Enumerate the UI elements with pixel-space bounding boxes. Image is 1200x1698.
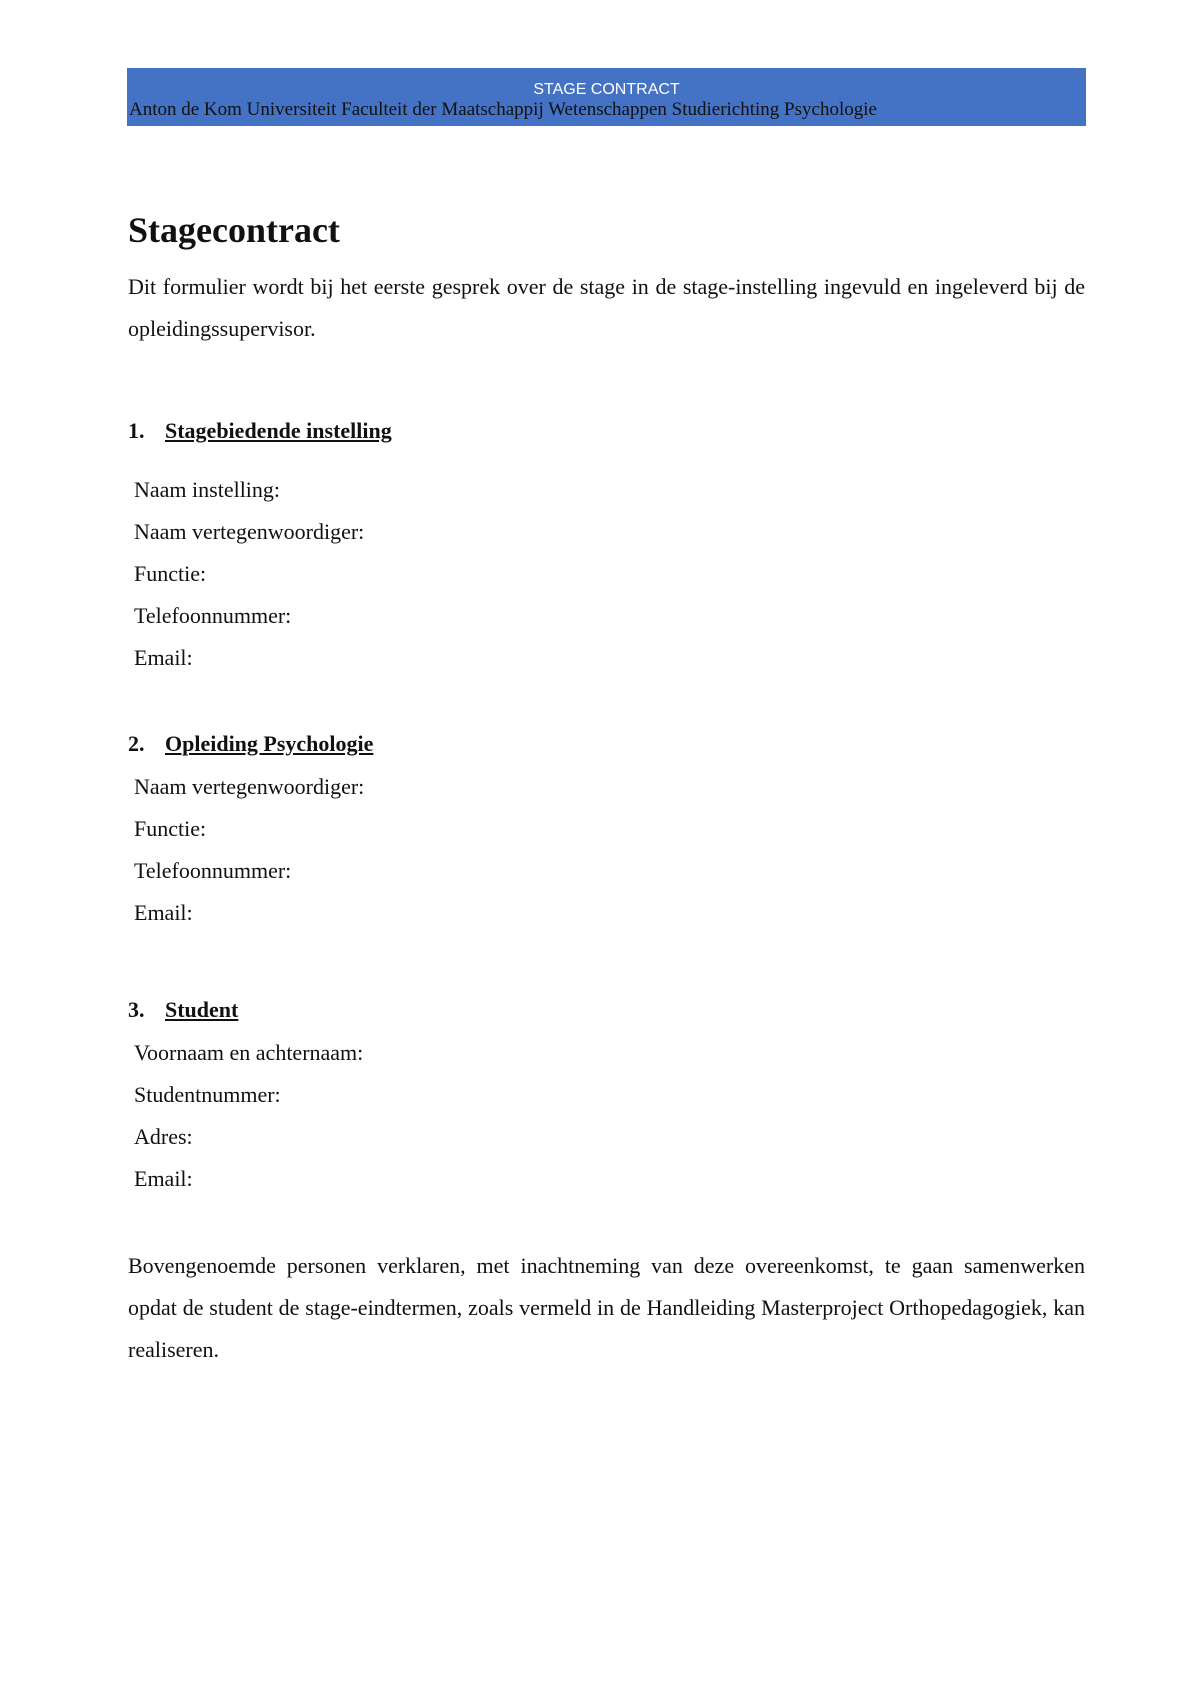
field-label: Voornaam en achternaam: <box>134 1040 364 1065</box>
field-list-opleiding <box>134 766 364 934</box>
header-label: STAGE CONTRACT <box>533 81 680 98</box>
field-label: Telefoonnummer: <box>134 603 292 628</box>
field-label: Functie: <box>134 816 207 841</box>
section-heading-student <box>128 995 238 1025</box>
closing-paragraph: Bovengenoemde personen verklaren, met inachtneming van deze overeenkomst, te gaan samenwerken opdat de student de stage-eindtermen, zoals vermeld in de Handleiding Masterproject Orthopedagogiek, kan realiseren. <box>128 1253 1085 1362</box>
section-number: 3. <box>128 997 145 1022</box>
field-label: Functie: <box>134 561 207 586</box>
section-title: Student <box>165 997 239 1022</box>
page-header <box>127 68 1086 126</box>
section-number: 2. <box>128 731 145 756</box>
field-label: Studentnummer: <box>134 1082 281 1107</box>
header-subtitle: Anton de Kom Universiteit Faculteit der Maatschappij Wetenschappen Studierichting Psychologie <box>129 99 877 120</box>
field-label: Adres: <box>134 1124 193 1149</box>
field-label: Telefoonnummer: <box>134 858 292 883</box>
field-label: Email: <box>134 645 193 670</box>
section-heading-instelling <box>128 416 392 446</box>
section-heading-opleiding <box>128 729 373 759</box>
section-title: Stagebiedende instelling <box>165 418 392 443</box>
field-list-instelling <box>134 469 364 679</box>
field-label: Naam vertegenwoordiger: <box>134 774 365 799</box>
field-label: Naam vertegenwoordiger: <box>134 519 365 544</box>
document-title: Stagecontract <box>128 210 340 250</box>
section-number: 1. <box>128 418 145 443</box>
field-label: Email: <box>134 1166 193 1191</box>
field-label: Naam instelling: <box>134 477 281 502</box>
section-title: Opleiding Psychologie <box>165 731 374 756</box>
intro-paragraph: Dit formulier wordt bij het eerste gesprek over de stage in de stage-instelling ingevuld en ingeleverd bij de opleidingssupervisor. <box>128 274 1085 341</box>
field-label: Email: <box>134 900 193 925</box>
field-list-student <box>134 1032 363 1200</box>
